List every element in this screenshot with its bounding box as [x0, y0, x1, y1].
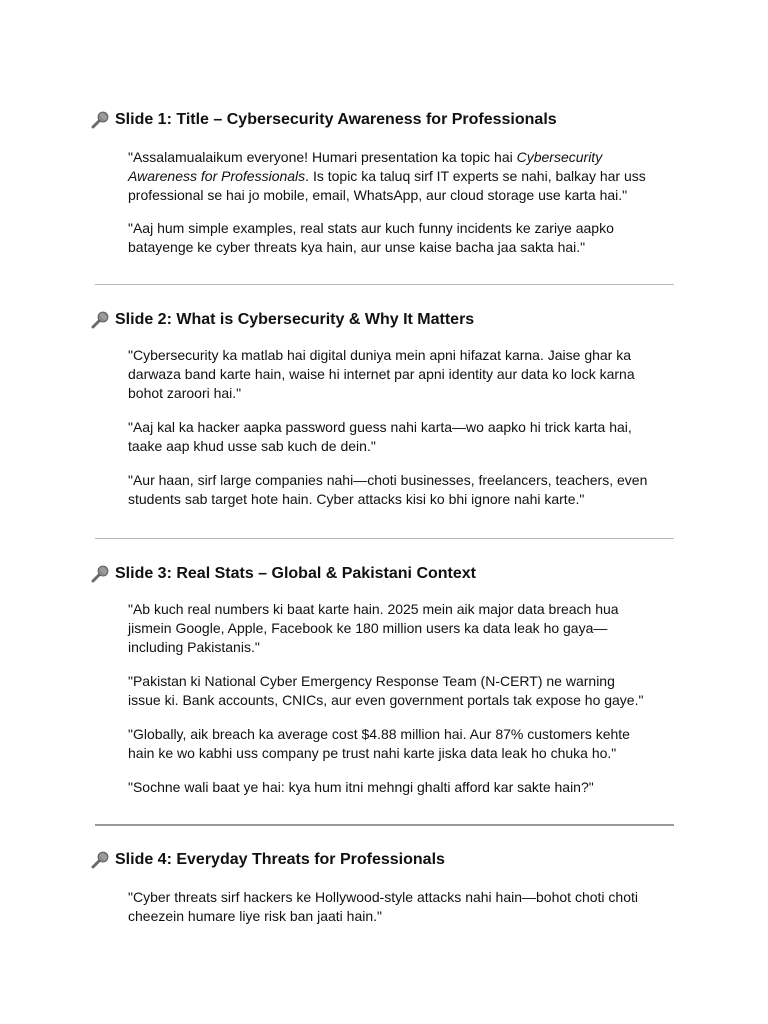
slide-1-heading-text: Slide 1: Title – Cybersecurity Awareness for Professionals — [115, 111, 557, 128]
slide-3-paragraph-2: "Pakistan ki National Cyber Emergency Response Team (N-CERT) ne warning issue ki. Bank accounts, CNICs, aur even government portals tak expose ho gaye." — [128, 673, 644, 708]
microphone-icon — [90, 850, 110, 870]
slide-3-paragraph-1: "Ab kuch real numbers ki baat karte hain. 2025 mein aik major data breach hua jismein Google, Apple, Facebook ke 180 million users ka data leak ho gaya—including Pakistanis." — [128, 601, 619, 655]
slide-3-paragraph-3: "Globally, aik breach ka average cost $4.88 million hai. Aur 87% customers kehte hain ke wo kabhi uss company pe trust nahi karte jiska data leak ho chuka ho." — [128, 726, 630, 761]
slide-2-heading-text: Slide 2: What is Cybersecurity & Why It Matters — [115, 311, 475, 328]
section-divider — [95, 284, 674, 285]
slide-1-paragraph-1-emphasis: Cybersecurity Awareness for Professionals — [128, 149, 603, 184]
microphone-icon — [90, 564, 110, 584]
slide-3-section — [90, 564, 680, 797]
slide-1-paragraph-1-end: . Is topic ka taluq sirf IT experts se nahi, balkay har uss professional se hai jo mobile, email, WhatsApp, aur cloud storage use karta hai." — [128, 168, 646, 203]
section-divider — [95, 538, 674, 539]
slide-4-section — [90, 850, 680, 926]
slide-2-paragraph-1: "Cybersecurity ka matlab hai digital duniya mein apni hifazat karna. Jaise ghar ka darwaza band karte hain, waise hi internet par apni identity aur data ko lock karna bohot zaroori hai." — [128, 347, 635, 401]
slide-1-paragraph-1 — [128, 148, 648, 205]
slide-1-heading — [90, 110, 680, 130]
slide-3-paragraph-4: "Sochne wali baat ye hai: kya hum itni mehngi ghalti afford kar sakte hain?" — [128, 779, 594, 795]
slide-4-paragraph-1: "Cyber threats sirf hackers ke Hollywood-style attacks nahi hain—bohot choti choti cheezein humare liye risk ban jaati hain." — [128, 889, 638, 924]
slide-2-section — [90, 310, 680, 509]
slide-3-heading-text: Slide 3: Real Stats – Global & Pakistani Context — [115, 565, 476, 582]
slide-2-heading — [90, 310, 680, 330]
slide-3-heading — [90, 564, 680, 584]
slide-4-heading-text: Slide 4: Everyday Threats for Professionals — [115, 851, 445, 868]
microphone-icon — [90, 310, 110, 330]
slide-1-paragraph-2: "Aaj hum simple examples, real stats aur kuch funny incidents ke zariye aapko batayenge ke cyber threats kya hain, aur unse kaise bacha jaa sakta hai." — [128, 220, 614, 255]
slide-2-paragraph-2: "Aaj kal ka hacker aapka password guess nahi karta—wo aapko hi trick karta hai, taake aap khud usse sab kuch de dein." — [128, 419, 632, 454]
slide-4-heading — [90, 850, 680, 870]
microphone-icon — [90, 110, 110, 130]
slide-1-section — [90, 110, 680, 257]
section-divider — [95, 824, 674, 826]
slide-2-paragraph-3: "Aur haan, sirf large companies nahi—choti businesses, freelancers, teachers, even students sab target hote hain. Cyber attacks kisi ko bhi ignore nahi karte." — [128, 472, 648, 507]
slide-1-paragraph-1-start: "Assalamualaikum everyone! Humari presentation ka topic hai — [128, 149, 517, 165]
